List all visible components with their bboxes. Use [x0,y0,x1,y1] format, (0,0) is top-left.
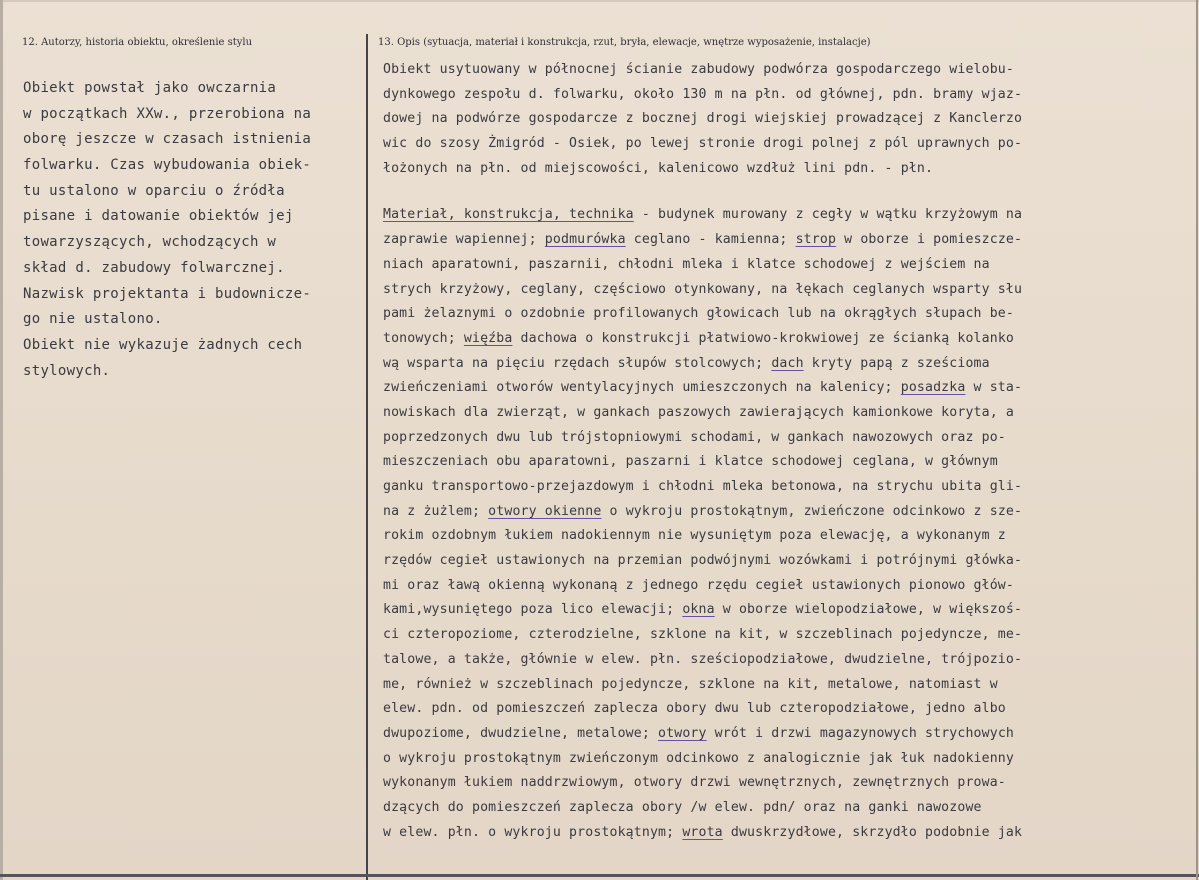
text-segment: o wykroju prostokątnym, zwieńczone odcinkowo z sze- [601,503,1023,519]
text-segment: elew. pdn. od pomieszczeń zaplecza obory dwu lub czteropodziałowe, jedno albo [383,701,1006,717]
column-divider [366,34,368,880]
text-segment: kryty papą z sześcioma [803,355,990,371]
underlined-term: Materiał, konstrukcja, technika [383,207,634,223]
text-segment: me, również w szczeblinach pojedyncze, szklone na kit, metalowe, natomiast w [383,676,998,692]
history-line: Obiekt nie wykazuje żadnych cech [23,336,303,353]
text-segment: wykonanym łukiem naddrzwiowym, otwory drzwi wewnętrznych, zewnętrznych prowa- [383,775,1006,791]
construction-line [383,771,1195,796]
construction-line [383,475,1195,500]
construction-line [383,598,1195,623]
text-segment: zaprawie wapiennej; [383,232,545,248]
construction-line [383,253,1195,278]
construction-line [383,450,1195,475]
situation-paragraph [383,58,1195,181]
construction-line [383,673,1195,698]
underlined-term: dach [771,355,804,371]
right-edge [1196,0,1198,880]
text-segment: ci czteropoziome, czterodzielne, szklone na kit, w szczeblinach pojedyncze, me- [383,627,1023,643]
underlined-term: otwory okienne [488,503,602,519]
construction-line [383,426,1195,451]
construction-line [383,821,1195,846]
underlined-term: posadzka [900,380,966,396]
text-segment: mi oraz ławą okienną wykonaną z jednego rzędu cegieł ustawionych pionowo głów- [383,577,1014,593]
situation-line: Obiekt usytuowany w północnej ścianie zabudowy podwórza gospodarczego wielobu- [383,62,1014,77]
text-segment: dachowa o konstrukcji płatwiowo-krokwiowej ze ścianką kolanko [512,330,1015,346]
situation-line: dowej na podwórze gospodarcze z bocznej drogi wiejskiej prowadzącej z Kanclerzo [383,111,1023,127]
construction-line [383,401,1195,426]
history-line: folwarku. Czas wybudowania obiek- [23,157,312,174]
underlined-term: strop [795,232,837,248]
history-line: stylowych. [23,362,111,379]
construction-line [383,376,1195,401]
text-segment: ganku transportowo-przejazdowym i chłodni mleka betonowa, na strychu ubita gli- [383,479,1023,494]
underlined-term: wrota [682,824,723,840]
text-segment: rokim ozdobnym łukiem nadokiennym nie wysuniętym poza elewację, a wykonanym z [383,528,1006,544]
text-segment: w oborze wielopodziałowe, w większoś- [714,602,1023,618]
text-segment: - budynek murowany z cegły w wątku krzyżowym na [633,207,1023,223]
history-text [23,76,363,384]
text-segment: dwuskrzydłowe, skrzydło podobnie jak [722,824,1023,840]
history-line: go nie ustalono. [23,311,163,328]
history-line: oborę jeszcze w czasach istnienia [23,131,312,148]
construction-line [383,203,1195,228]
bottom-rule [0,874,1199,877]
text-segment: o wykroju prostokątnym zwieńczonym odcinkowo z analogicznie jak łuk nadokienny [383,750,1014,766]
paragraph-gap [383,181,1195,203]
text-segment: wrót i drzwi magazynowych strychowych [706,725,1014,741]
history-line: towarzyszących, wchodzących w [23,234,277,251]
situation-line: dynkowego zespołu d. folwarku, około 130 m na płn. od głównej, pdn. bramy wjaz- [383,86,1023,102]
construction-line [383,697,1195,722]
underlined-term: okna [682,602,715,618]
text-segment: poprzedzonych dwu lub trójstopniowymi schodami, w gankach nawozowych oraz po- [383,429,1006,445]
construction-paragraph [383,203,1195,845]
text-segment: nowiskach dla zwierząt, w gankach paszowych zawierających kamionkowe koryta, a [383,404,1014,420]
text-segment: na z żużlem; [383,503,489,519]
text-segment: w oborze i pomieszcze- [836,232,1023,248]
construction-line [383,352,1195,377]
text-segment: rzędów cegieł ustawionych na przemian podwójnymi wozówkami i potrójnymi główka- [383,553,1023,569]
construction-line [383,327,1195,352]
construction-line [383,623,1195,648]
text-segment: dwupoziome, dwudzielne, metalowe; [383,725,659,741]
history-line: skład d. zabudowy folwarcznej. [23,259,285,276]
text-segment: zwieńczeniami otworów wentylacyjnych umieszczonych na kalenicy; [383,380,901,396]
top-edge [0,0,1199,2]
construction-line [383,302,1195,327]
text-segment: w elew. płn. o wykroju prostokątnym; [383,824,683,840]
history-line: Obiekt powstał jako owczarnia [23,80,277,96]
construction-line [383,574,1195,599]
text-segment: dzących do pomieszczeń zaplecza obory /w elew. pdn/ oraz na ganki nawozowe [383,799,982,815]
history-line: pisane i datowanie obiektów jej [23,208,294,225]
history-line: Nazwisk projektanta i budownicze- [23,285,312,302]
text-segment: tonowych; [383,330,464,346]
situation-line: łożonych na płn. od miejscowości, kalenicowo wzdłuż lini pdn. - płn. [383,160,934,176]
history-line: w początkach XXw., przerobiona na [23,105,312,122]
section-12-header: 12. Autorzy, historia obiektu, określenie stylu [22,37,253,48]
construction-line [383,722,1195,747]
construction-line [383,549,1195,574]
history-line: tu ustalono w oparciu o źródła [23,182,285,199]
text-segment: pami żelaznymi o ozdobnie profilowanych głowicach lub na okrągłych słupach be- [383,306,1014,322]
text-segment: kami,wysuniętego poza lico elewacji; [383,602,683,618]
situation-line: wic do szosy Żmigród - Osiek, po lewej stronie drogi polnej z pól uprawnych po- [383,136,1023,152]
underlined-term: więźba [463,330,513,346]
text-segment: w sta- [965,380,1023,396]
underlined-term: otwory [658,725,707,741]
text-segment: niach aparatowni, paszarnii, chłodni mleka i klatce schodowej z wejściem na [383,256,990,272]
text-segment: mieszczeniach obu aparatowni, paszarni i klatce schodowej ceglana, w głównym [383,454,998,470]
section-13-header: 13. Opis (sytuacja, materiał i konstrukcja, rzut, bryła, elewacje, wnętrze wyposażenie, instalacje) [378,37,871,48]
construction-line [383,228,1195,253]
construction-line [383,747,1195,772]
text-segment: ceglano - kamienna; [625,232,796,248]
text-segment: wą wsparta na pięciu rzędach słupów stolcowych; [383,355,772,371]
left-edge [0,0,3,880]
description-text [383,58,1195,845]
construction-line [383,648,1195,673]
text-segment: talowe, a także, głównie w elew. płn. sześciopodziałowe, dwudzielne, trójpozio- [383,651,1023,667]
construction-line [383,524,1195,549]
underlined-term: podmurówka [544,232,626,248]
construction-line [383,796,1195,821]
construction-line [383,500,1195,525]
construction-line [383,278,1195,303]
text-segment: strych krzyżowy, ceglany, częściowo otynkowany, na łękach ceglanych wsparty słu [383,281,1023,297]
